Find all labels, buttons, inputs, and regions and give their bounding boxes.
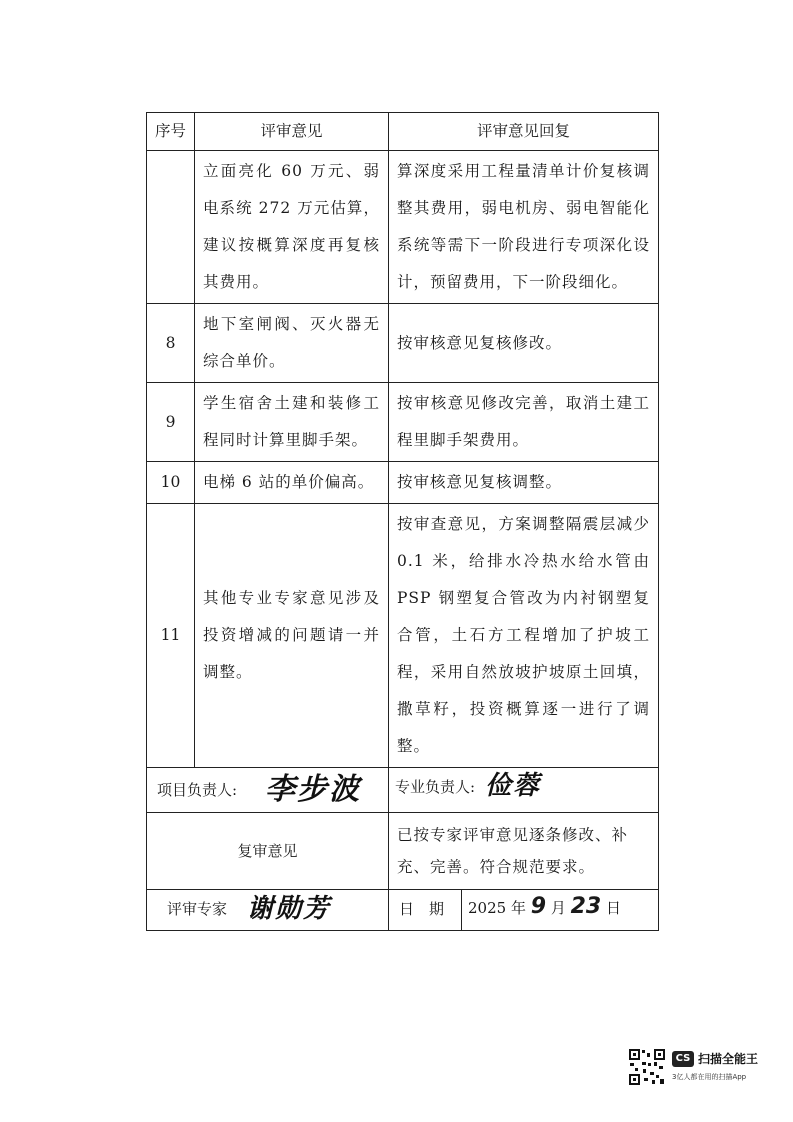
project-lead-cell	[147, 768, 389, 813]
date-day: 23	[570, 894, 602, 919]
specialty-lead-signature: 俭蓉	[485, 771, 542, 801]
review-text: 已按专家评审意见逐条修改、补充、完善。符合规范要求。	[389, 813, 659, 890]
row-number: 9	[147, 383, 195, 462]
table-row	[147, 304, 659, 383]
row-reply: 算深度采用工程量清单计价复核调整其费用，弱电机房、弱电智能化系统等需下一阶段进行专项深化设计，预留费用，下一阶段细化。	[389, 151, 659, 304]
row-reply: 按审查意见，方案调整隔震层减少 0.1 米，给排水冷热水给水管由 PSP 钢塑复合管改为内衬钢塑复合管，土石方工程增加了护坡工程，采用自然放坡护坡原土回填，撒草籽，投资概算逐一进行了调整。	[389, 504, 659, 768]
scanner-watermark	[628, 1048, 768, 1088]
row-opinion: 地下室闸阀、灭火器无综合单价。	[195, 304, 389, 383]
expert-cell	[147, 890, 389, 931]
table-row	[147, 504, 659, 768]
header-opinion: 评审意见	[195, 113, 389, 151]
review-label: 复审意见	[147, 813, 389, 890]
header-reply: 评审意见回复	[389, 113, 659, 151]
project-lead-label: 项目负责人:	[157, 781, 238, 799]
qr-code-icon	[628, 1048, 666, 1086]
row-reply: 按审核意见复核修改。	[389, 304, 659, 383]
table-row	[147, 383, 659, 462]
specialty-lead-cell	[389, 768, 659, 813]
row-number: 8	[147, 304, 195, 383]
expert-row	[147, 890, 659, 931]
date-label-cell	[389, 890, 462, 931]
expert-label: 评审专家	[167, 900, 228, 918]
cs-logo-icon: CS	[672, 1051, 694, 1067]
signature-row	[147, 768, 659, 813]
row-opinion: 立面亮化 60 万元、弱电系统 272 万元估算，建议按概算深度再复核其费用。	[195, 151, 389, 304]
project-lead-signature: 李步波	[265, 772, 361, 807]
row-opinion: 电梯 6 站的单价偏高。	[195, 462, 389, 504]
date-mid: 月	[550, 899, 566, 917]
row-reply: 按审核意见修改完善，取消土建工程里脚手架费用。	[389, 383, 659, 462]
date-value-cell	[462, 890, 659, 931]
row-number	[147, 151, 195, 304]
header-number: 序号	[147, 113, 195, 151]
date-value	[468, 894, 622, 919]
row-opinion: 其他专业专家意见涉及投资增减的问题请一并调整。	[195, 504, 389, 768]
watermark-subtitle: 3亿人都在用的扫描App	[672, 1073, 747, 1081]
row-number: 11	[147, 504, 195, 768]
row-opinion: 学生宿舍土建和装修工程同时计算里脚手架。	[195, 383, 389, 462]
date-suffix: 日	[606, 899, 622, 917]
watermark-name: 扫描全能王	[698, 1052, 759, 1066]
date-month: 9	[530, 894, 547, 919]
review-table	[146, 112, 659, 931]
expert-signature: 谢勋芳	[247, 894, 332, 924]
table-row	[147, 462, 659, 504]
table-header-row	[147, 113, 659, 151]
table-row	[147, 151, 659, 304]
row-reply: 按审核意见复核调整。	[389, 462, 659, 504]
row-number: 10	[147, 462, 195, 504]
date-prefix: 2025 年	[468, 899, 526, 917]
review-row	[147, 813, 659, 890]
date-label: 日 期	[399, 900, 445, 918]
specialty-lead-label: 专业负责人:	[395, 778, 476, 796]
